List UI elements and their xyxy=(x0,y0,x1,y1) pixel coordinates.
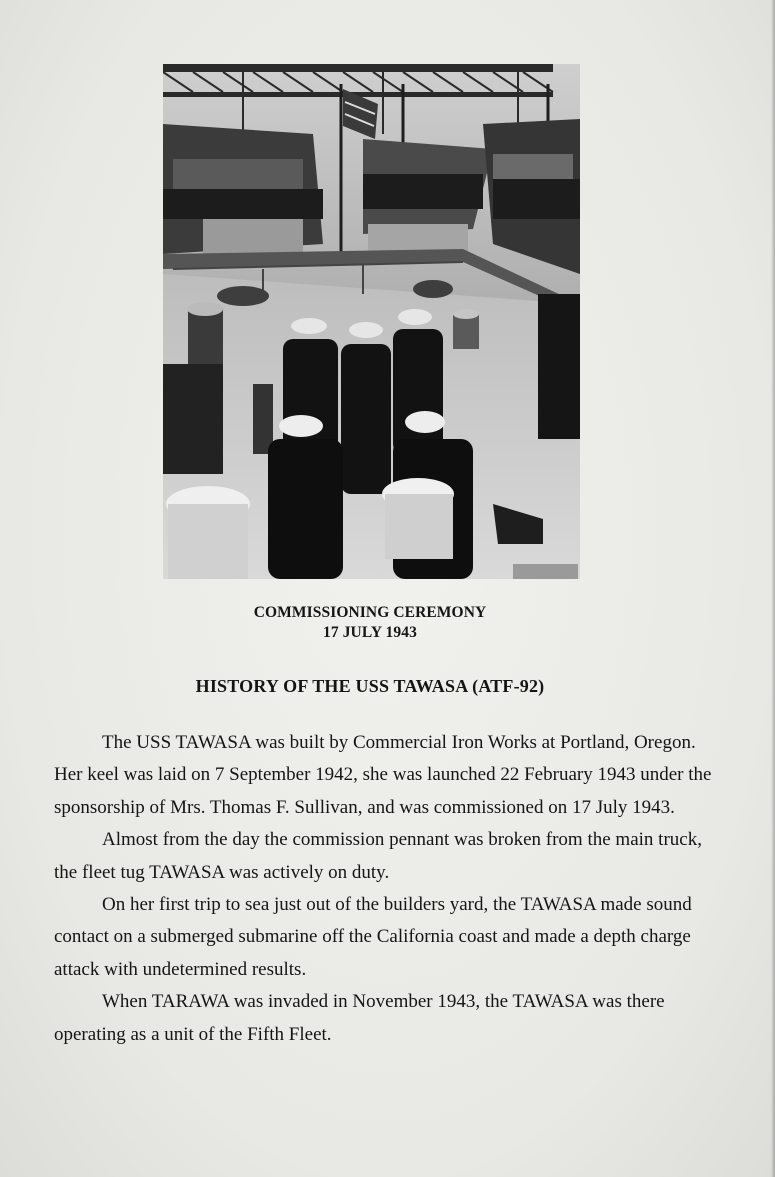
ship-deck-ceremony-photo xyxy=(163,64,580,579)
page-edge-shadow xyxy=(771,0,775,1177)
photo-caption-title: COMMISSIONING CEREMONY xyxy=(253,604,487,621)
paragraph: On her first trip to sea just out of the builders yard, the TAWASA made sound contact on a submerged submarine off the California coast and made a depth charge attack with undetermined results. xyxy=(54,894,692,980)
paragraph: When TARAWA was invaded in November 1943, the TAWASA was there operating as a unit of the Fifth Fleet. xyxy=(54,991,665,1045)
history-body xyxy=(54,727,718,1051)
paragraph: The USS TAWASA was built by Commercial Iron Works at Portland, Oregon. Her keel was laid on 7 September 1942, she was launched 22 February 1943 under the sponsorship of Mrs. Thomas F. Sullivan, and was commissioned on 17 July 1943. xyxy=(54,732,712,818)
section-heading: HISTORY OF THE USS TAWASA (ATF-92) xyxy=(195,676,545,696)
paragraph: Almost from the day the commission pennant was broken from the main truck, the fleet tug TAWASA was actively on duty. xyxy=(54,829,702,883)
photo-caption-date: 17 JULY 1943 xyxy=(323,624,417,641)
